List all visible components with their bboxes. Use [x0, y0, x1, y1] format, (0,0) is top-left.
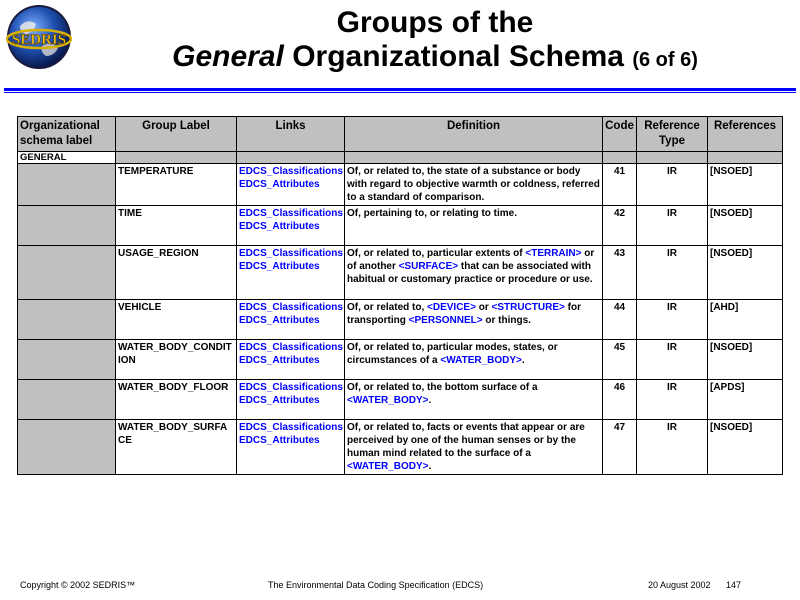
- footer-document-title: The Environmental Data Coding Specification (EDCS): [268, 580, 484, 590]
- title-rest: Organizational Schema: [292, 40, 624, 73]
- schema-label-cell: [18, 206, 116, 246]
- concept-reference-link[interactable]: <STRUCTURE>: [491, 302, 565, 313]
- definition-cell: [345, 246, 603, 300]
- edcs-classifications-link[interactable]: EDCS_Classifications: [239, 422, 343, 433]
- edcs-attributes-link[interactable]: EDCS_Attributes: [239, 261, 320, 272]
- col-header-code: Code: [603, 117, 637, 152]
- concept-reference-link[interactable]: <WATER_BODY>: [440, 355, 522, 366]
- concept-reference-link[interactable]: <WATER_BODY>: [347, 395, 429, 406]
- definition-cell: [345, 340, 603, 380]
- concept-reference-link[interactable]: <SURFACE>: [398, 261, 459, 272]
- definition-text: .: [521, 355, 525, 366]
- col-header-definition: Definition: [345, 117, 603, 152]
- table-row: [18, 164, 783, 206]
- table-header-row: [18, 117, 783, 152]
- definition-text: Of, or related to, facts or events that appear or are perceived by one of the human senses or by the human mind related to the surface of a: [347, 422, 585, 459]
- edcs-classifications-link[interactable]: EDCS_Classifications: [239, 208, 343, 219]
- references-cell: [APDS]: [708, 380, 783, 420]
- table-body: [18, 152, 783, 475]
- schema-label-cell: [18, 380, 116, 420]
- logo-text: SEDRIS: [11, 32, 67, 48]
- code-cell: 41: [603, 164, 637, 206]
- edcs-attributes-link[interactable]: EDCS_Attributes: [239, 221, 320, 232]
- table-row: [18, 340, 783, 380]
- group-label-cell: WATER_BODY_FLOOR: [116, 380, 237, 420]
- definition-text: or: [475, 302, 492, 313]
- definition-text: Of, or related to, particular extents of: [347, 248, 526, 259]
- definition-cell: [345, 206, 603, 246]
- group-label-cell: TIME: [116, 206, 237, 246]
- references-cell: [AHD]: [708, 300, 783, 340]
- reference-type-cell: IR: [637, 420, 708, 475]
- links-cell: [237, 420, 345, 475]
- group-label-cell: USAGE_REGION: [116, 246, 237, 300]
- edcs-attributes-link[interactable]: EDCS_Attributes: [239, 179, 320, 190]
- reference-type-cell: IR: [637, 206, 708, 246]
- title-divider: [4, 88, 796, 91]
- definition-cell: [345, 300, 603, 340]
- table-row: [18, 380, 783, 420]
- definition-text: .: [428, 461, 432, 472]
- footer-date: 20 August 2002: [648, 580, 711, 590]
- code-cell: 47: [603, 420, 637, 475]
- references-cell: [NSOED]: [708, 164, 783, 206]
- table-row: [18, 206, 783, 246]
- reference-type-cell: IR: [637, 164, 708, 206]
- edcs-classifications-link[interactable]: EDCS_Classifications: [239, 166, 343, 177]
- references-cell: [NSOED]: [708, 340, 783, 380]
- definition-text: Of, or related to, the bottom surface of a: [347, 382, 538, 393]
- edcs-attributes-link[interactable]: EDCS_Attributes: [239, 355, 320, 366]
- table-row: [18, 420, 783, 475]
- definition-text: Of, or related to, particular modes, states, or circumstances of a: [347, 342, 558, 366]
- references-cell: [NSOED]: [708, 246, 783, 300]
- col-header-reference-type: Reference Type: [637, 117, 708, 152]
- title-divider-thin: [4, 92, 796, 93]
- group-label-cell: WATER_BODY_SURFACE: [116, 420, 237, 475]
- col-header-group-label: Group Label: [116, 117, 237, 152]
- code-cell: 45: [603, 340, 637, 380]
- table-row: [18, 300, 783, 340]
- definition-text: that can be associated with habitual or customary practice or procedure or use.: [347, 261, 593, 285]
- edcs-classifications-link[interactable]: EDCS_Classifications: [239, 382, 343, 393]
- code-cell: 46: [603, 380, 637, 420]
- code-cell: 43: [603, 246, 637, 300]
- code-cell: 44: [603, 300, 637, 340]
- definition-text: Of, pertaining to, or relating to time.: [347, 208, 518, 219]
- group-label-cell: TEMPERATURE: [116, 164, 237, 206]
- title-part: (6 of 6): [632, 49, 698, 71]
- footer-copyright: Copyright © 2002 SEDRIS™: [20, 580, 136, 590]
- edcs-attributes-link[interactable]: EDCS_Attributes: [239, 435, 320, 446]
- definition-cell: [345, 380, 603, 420]
- schema-label-cell: [18, 340, 116, 380]
- schema-label-cell: [18, 420, 116, 475]
- definition-text: Of, or related to,: [347, 302, 428, 313]
- links-cell: [237, 300, 345, 340]
- title-line-2: [70, 40, 800, 77]
- schema-label-cell: [18, 246, 116, 300]
- links-cell: [237, 380, 345, 420]
- concept-reference-link[interactable]: <DEVICE>: [427, 302, 476, 313]
- group-label-cell: WATER_BODY_CONDITION: [116, 340, 237, 380]
- reference-type-cell: IR: [637, 340, 708, 380]
- col-header-schema-label: Organizational schema label: [18, 117, 116, 152]
- definition-text: Of, or related to, the state of a substance or body with regard to objective warmth or coldness, referred to a standard of comparison.: [347, 166, 600, 203]
- reference-type-cell: IR: [637, 300, 708, 340]
- table-row: [18, 246, 783, 300]
- col-header-links: Links: [237, 117, 345, 152]
- links-cell: [237, 246, 345, 300]
- definition-text: for transporting: [347, 302, 581, 326]
- edcs-classifications-link[interactable]: EDCS_Classifications: [239, 342, 343, 353]
- edcs-classifications-link[interactable]: EDCS_Classifications: [239, 248, 343, 259]
- edcs-attributes-link[interactable]: EDCS_Attributes: [239, 315, 320, 326]
- code-cell: 42: [603, 206, 637, 246]
- links-cell: [237, 340, 345, 380]
- concept-reference-link[interactable]: <WATER_BODY>: [347, 461, 429, 472]
- definition-cell: [345, 420, 603, 475]
- reference-type-cell: IR: [637, 246, 708, 300]
- schema-label-cell: [18, 164, 116, 206]
- schema-label-cell: [18, 300, 116, 340]
- sedris-logo: [6, 4, 72, 70]
- col-header-references: References: [708, 117, 783, 152]
- section-row-general: [18, 152, 783, 164]
- links-cell: [237, 164, 345, 206]
- section-label: GENERAL: [18, 152, 116, 164]
- groups-table: [17, 116, 783, 475]
- concept-reference-link[interactable]: <TERRAIN>: [525, 248, 582, 259]
- definition-text: or things.: [482, 315, 531, 326]
- title-line-1: Groups of the: [336, 6, 534, 39]
- reference-type-cell: IR: [637, 380, 708, 420]
- definition-text: .: [428, 395, 432, 406]
- links-cell: [237, 206, 345, 246]
- title-italic-word: General: [172, 40, 284, 73]
- footer-page-number: 147: [726, 580, 742, 590]
- definition-text: or of another: [347, 248, 595, 272]
- page-title: [70, 6, 800, 77]
- group-label-cell: VEHICLE: [116, 300, 237, 340]
- edcs-classifications-link[interactable]: EDCS_Classifications: [239, 302, 343, 313]
- edcs-attributes-link[interactable]: EDCS_Attributes: [239, 395, 320, 406]
- definition-cell: [345, 164, 603, 206]
- references-cell: [NSOED]: [708, 206, 783, 246]
- references-cell: [NSOED]: [708, 420, 783, 475]
- concept-reference-link[interactable]: <PERSONNEL>: [408, 315, 483, 326]
